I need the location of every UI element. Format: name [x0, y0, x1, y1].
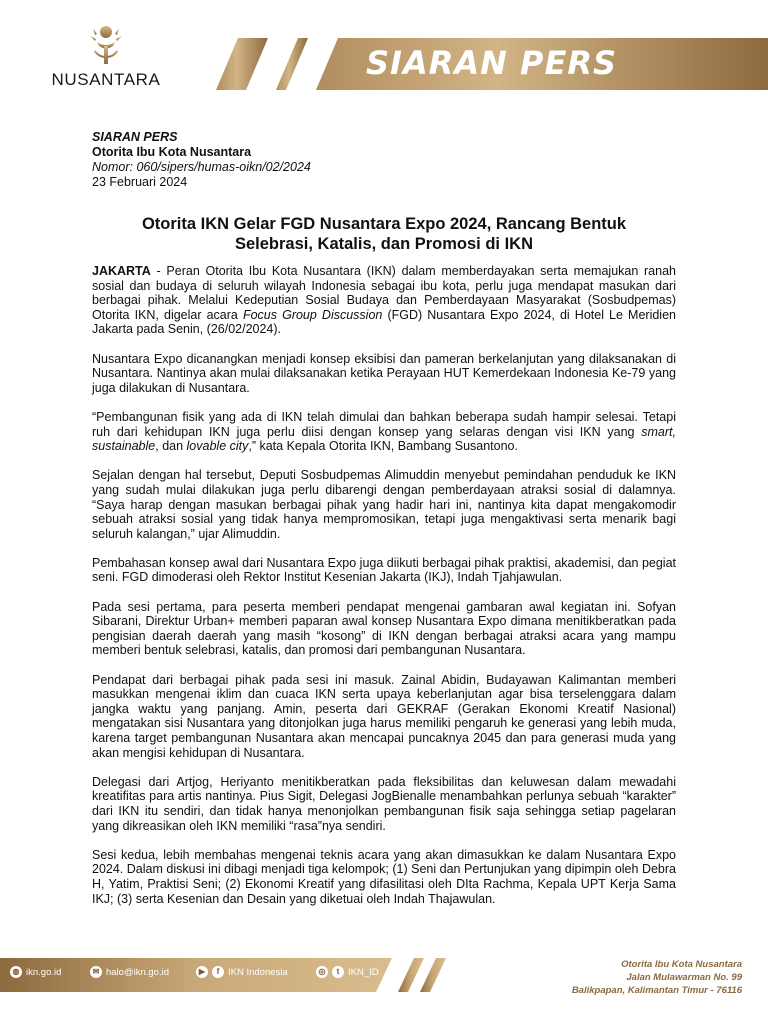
facebook-icon: f — [212, 966, 224, 978]
footer-instagram-twitter-link[interactable] — [316, 966, 379, 978]
address-line-1: Otorita Ibu Kota Nusantara — [621, 959, 742, 970]
paragraph-4: Sejalan dengan hal tersebut, Deputi Sosbudpemas Alimuddin menyebut pemindahan penduduk ke IKN yang sudah mulai dilakukan juga perlu dibarengi dengan pemberdayaan atraksi sosial di dalamnya. “Saya harap dengan masukan berbagai pihak yang hadir hari ini, nantinya kita dapat mengakomodir sebuah atraksi sosial yang tidak hanya mempromosikan, tetapi juga mengaktivasi serta menarik bagi seluruh kalangan,” ujar Alimuddin. — [92, 468, 676, 541]
youtube-icon: ▶ — [196, 966, 208, 978]
paragraph-3-emphasis-1: smart, sustainable — [92, 424, 676, 454]
footer-email-link[interactable] — [90, 966, 169, 978]
footer-youtube-facebook-text: IKN Indonesia — [228, 966, 288, 978]
footer-instagram-twitter-text: IKN_ID — [348, 966, 379, 978]
address-line-2: Jalan Mulawarman No. 99 — [626, 972, 742, 983]
paragraph-3-emphasis-2: lovable city — [186, 439, 249, 454]
release-title — [92, 214, 676, 254]
twitter-icon: t — [332, 966, 344, 978]
title-line-2: Selebrasi, Katalis, dan Promosi di IKN — [234, 235, 533, 253]
paragraph-7: Pendapat dari berbagai pihak pada sesi ini masuk. Zainal Abidin, Budayawan Kalimantan memberi masukkan mengenai iklim dan cuaca IKN serta upaya keberlanjutan agar bisa terselenggara dalam jangka waktu yang panjang. Amin, peserta dari GEKRAF (Gerakan Ekonomi Kreatif Nasional) mengatakan sisi Nusantara yang ditonjolkan juga harus memiliki pengaruh ke generasi yang lebih muda, karena target pembangunan Nusantara akan mencapai puncaknya 2045 dan para generasi muda yang akan mengisi kehidupan di Nusantara. — [92, 672, 676, 760]
press-release-banner — [216, 38, 768, 90]
logo-emblem-icon — [87, 22, 125, 66]
paragraph-3-text-a: “Pembangunan fisik yang ada di IKN telah dimulai dan bahkan beberapa sudah hampir selesai. Tetapi ruh dari kehidupan IKN juga perlu diisi dengan konsep yang selaras dengan visi IKN yang — [92, 409, 676, 439]
paragraph-3 — [92, 410, 676, 454]
release-body — [92, 264, 676, 921]
meta-number: Nomor: 060/sipers/humas-oikn/02/2024 — [92, 160, 311, 174]
footer-website-link[interactable] — [10, 966, 61, 978]
release-meta — [92, 130, 311, 190]
paragraph-5: Pembahasan konsep awal dari Nusantara Expo juga diikuti berbagai pihak praktisi, akademisi, dan pegiat seni. FGD dimoderasi oleh Rektor Institut Kesenian Jakarta (IKJ), Indah Tjahjawulan. — [92, 555, 676, 585]
instagram-icon: ◎ — [316, 966, 328, 978]
footer-address — [572, 958, 742, 997]
globe-icon: ◍ — [10, 966, 22, 978]
meta-issuer: Otorita Ibu Kota Nusantara — [92, 145, 252, 159]
meta-date: 23 Februari 2024 — [92, 175, 188, 189]
footer-website-text: ikn.go.id — [26, 966, 62, 978]
paragraph-6: Pada sesi pertama, para peserta memberi pendapat mengenai gambaran awal kegiatan ini. Sofyan Sibarani, Direktur Urban+ memberi paparan awal konsep Nusantara Expo dimana menitikberatkan pada pengisian daerah daerah yang masih “kosong” di IKN dengan berbagai atraksi acara yang mampu memberi bentuk selebrasi, katalis, dan promosi dari pembangunan Nusantara. — [92, 599, 676, 658]
nusantara-logo — [44, 22, 168, 94]
footer-email-text: halo@ikn.go.id — [106, 966, 169, 978]
logo-text: NUSANTARA — [51, 70, 161, 89]
paragraph-3-text-b: ,” kata Kepala Otorita IKN, Bambang Susantono. — [248, 439, 518, 454]
paragraph-2: Nusantara Expo dicanangkan menjadi konsep eksibisi dan pameran berkelanjutan yang dilaksanakan di Nusantara. Nantinya akan mulai dilaksanakan ketika Perayaan HUT Kemerdekaan Indonesia Ke-79 yang juga dilakukan di Nusantara. — [92, 351, 676, 395]
paragraph-1-emphasis: Focus Group Discussion — [242, 307, 383, 322]
mail-icon: ✉ — [90, 966, 102, 978]
paragraph-9: Sesi kedua, lebih membahas mengenai teknis acara yang akan dimasukkan ke dalam Nusantara Expo 2024. Dalam diskusi ini dibagi menjadi tiga kelompok; (1) Seni dan Pertunjukan yang dipimpin oleh Debra H, Yatim, Praktisi Seni; (2) Ekonomi Kreatif yang difasilitasi oleh DIta Rachma, Kepala UPT Kerja Sama IKJ; (3) serta Kesenian dan Desain yang diketuai oleh Indah Thajawulan. — [92, 847, 676, 906]
paragraph-1-text-a: - Peran Otorita Ibu Kota Nusantara (IKN) dalam memberdayakan serta memajukan ranah sosial dan budaya di seluruh wilayah Indonesia sebagai ibu kota, perlu juga mendapat masukan dari berbagai pihak. Melalui Kedeputian Sosial Budaya dan Pemberdayaan Masyarakat (Sosbudpemas) Otorita IKN, digelar acara — [92, 264, 676, 322]
address-line-3: Balikpapan, Kalimantan Timur - 76116 — [571, 985, 742, 996]
paragraph-3-text-mid: , dan — [155, 439, 187, 454]
meta-label: SIARAN PERS — [92, 130, 178, 144]
footer-youtube-facebook-link[interactable] — [196, 966, 288, 978]
paragraph-1-text-b: (FGD) Nusantara Expo 2024, di Hotel Le Meridien Jakarta pada Senin, (26/02/2024). — [92, 307, 676, 337]
banner-title: SIARAN PERS — [366, 44, 618, 82]
title-line-1: Otorita IKN Gelar FGD Nusantara Expo 2024, Rancang Bentuk — [141, 215, 627, 233]
paragraph-8: Delegasi dari Artjog, Heriyanto menitikberatkan pada fleksibilitas dan keluwesan dalam mewadahi kreatifitas para artis nantinya. Pius Sigit, Delegasi JogBienalle menambahkan perlunya sebuah “karakter” dari IKN itu sendiri, dan tidak hanya menonjolkan pembangunan fisik saja sehingga setiap pagelaran yang dikreasikan oleh IKN memiliki “rasa”nya sendiri. — [92, 774, 676, 833]
paragraph-1 — [92, 264, 676, 337]
dateline: JAKARTA — [92, 264, 151, 278]
